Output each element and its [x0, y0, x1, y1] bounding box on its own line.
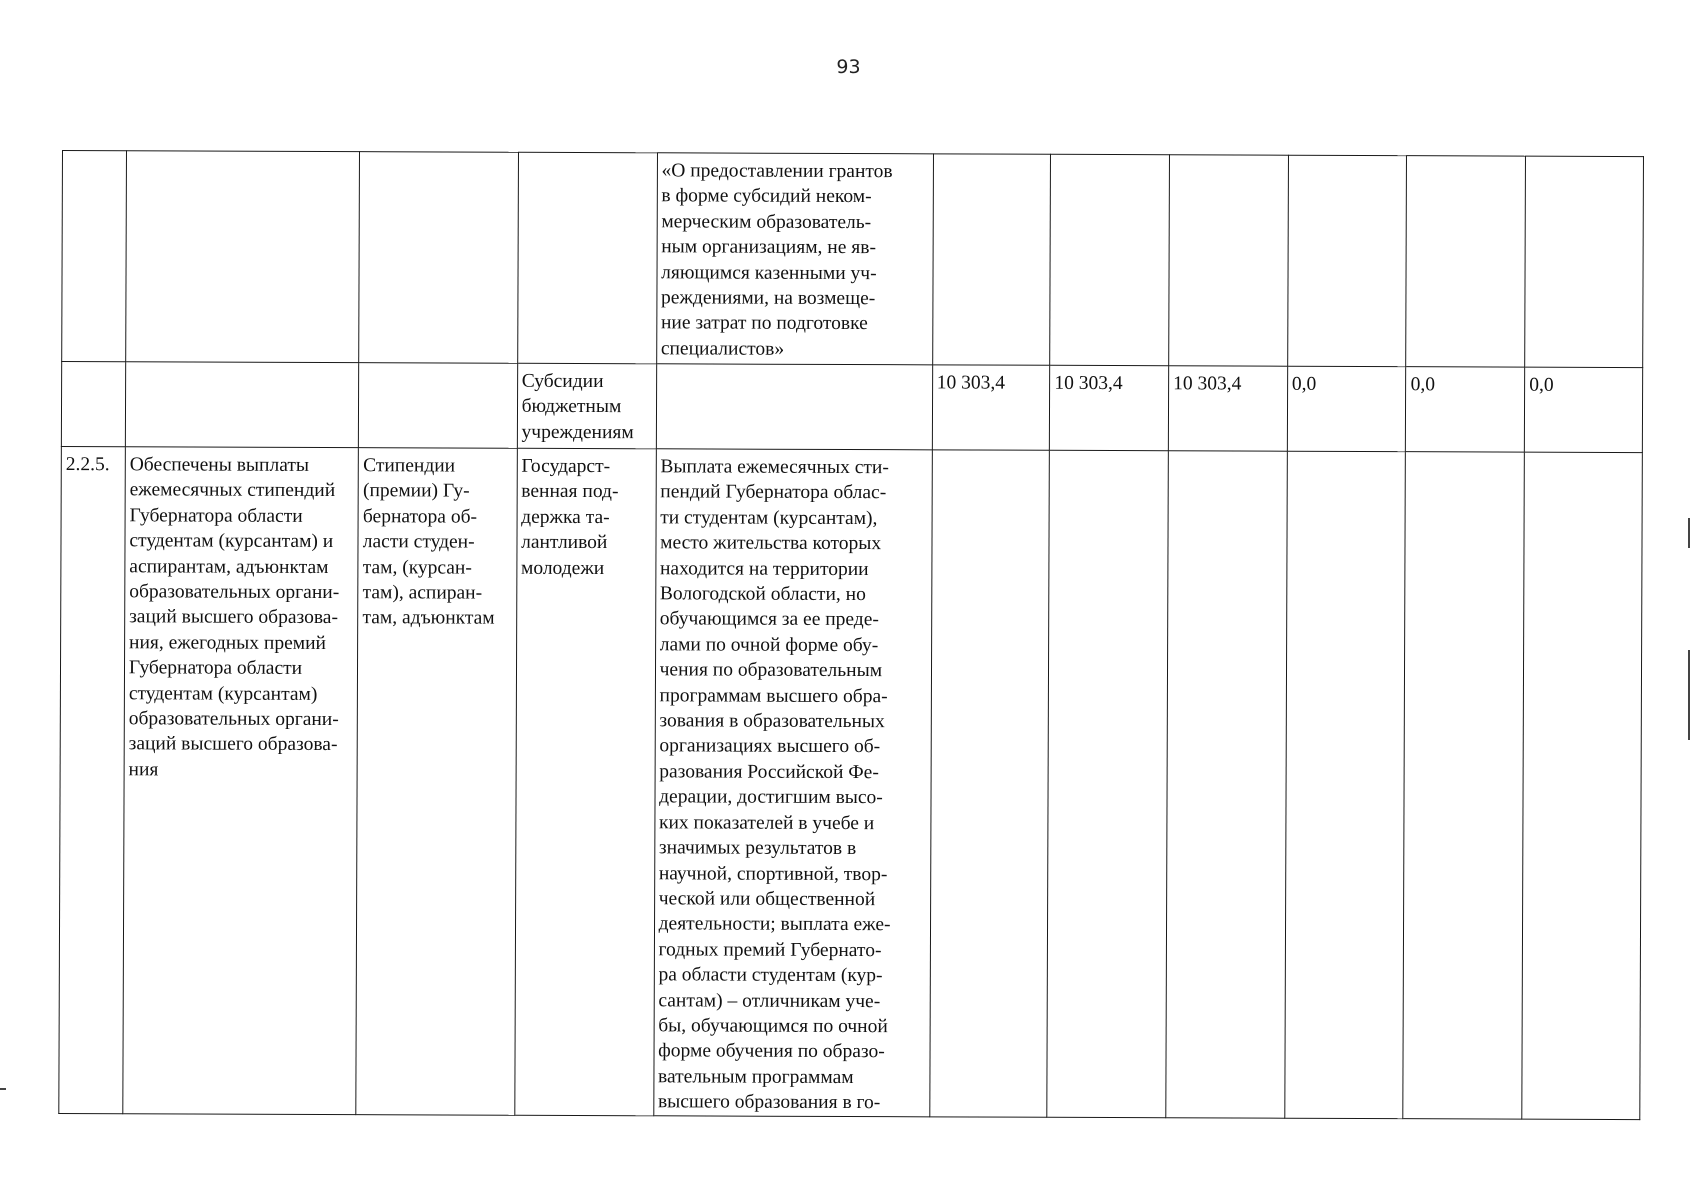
description-line: специалистов»	[660, 338, 785, 360]
direction-line: держка та-	[521, 506, 610, 528]
result-line: аспирантам, адъюнктам	[129, 555, 329, 578]
cell-value	[1403, 452, 1524, 1119]
table-row-2-2-5	[59, 446, 1643, 1119]
cell-direction	[514, 448, 656, 1115]
direction-line: Государст-	[521, 455, 611, 478]
description-line: дерации, достигшим высо-	[659, 786, 883, 809]
recipient-line: Субсидии	[521, 370, 604, 393]
cell-value	[1285, 451, 1406, 1118]
type-line: бернатора об-	[362, 505, 478, 528]
description-line: вательным программам	[658, 1066, 854, 1088]
cell-description	[656, 364, 932, 450]
cell-recipient	[517, 363, 656, 449]
scan-edge-mark	[0, 1088, 6, 1090]
description-line: обучающимся за ее преде-	[659, 608, 879, 631]
type-line: там, адъюнктам	[362, 607, 495, 630]
result-line: студентам (курсантам) и	[129, 530, 334, 553]
scan-edge-mark	[1688, 650, 1690, 740]
cell-description	[656, 153, 933, 365]
description-line: пендий Губернатора облас-	[660, 481, 887, 504]
cell-value	[1050, 154, 1170, 365]
scan-edge-mark	[1688, 518, 1690, 548]
description-line: форме обучения по образо-	[658, 1040, 885, 1063]
description-line: реждениями, на возмеще-	[661, 287, 876, 310]
description-line: ти студентам (курсантам),	[660, 507, 878, 529]
description-line: высшего образования в го-	[657, 1091, 881, 1114]
description-line: Выплата ежемесячных сти-	[660, 456, 889, 479]
recipient-line: учреждениям	[521, 421, 634, 444]
cell-value: 0,0	[1287, 366, 1406, 451]
cell-number: 2.2.5.	[59, 446, 125, 1113]
description-line: деятельности; выплата еже-	[658, 913, 891, 936]
description-line: научной, спортивной, твор-	[658, 862, 888, 885]
description-line: организациях высшего об-	[659, 735, 881, 758]
page-number: 93	[836, 56, 861, 78]
result-line: образовательных органи-	[129, 581, 340, 604]
direction-line: венная под-	[521, 481, 619, 503]
cell-number	[62, 151, 127, 362]
type-line: ласти студен-	[362, 531, 475, 553]
cell-value	[932, 154, 1051, 365]
table-row-subsidy	[61, 362, 1642, 453]
cell-value	[1047, 450, 1168, 1117]
description-line: годных премий Губернато-	[658, 939, 882, 961]
description-line: «О предоставлении грантов	[661, 160, 893, 183]
result-line: ния, ежегодных премий	[128, 632, 327, 654]
cell-type	[359, 363, 518, 449]
cell-type	[359, 152, 518, 364]
cell-value	[1525, 156, 1644, 367]
result-line: Обеспечены выплаты	[129, 454, 310, 476]
result-line: ежемесячных стипендий	[129, 479, 336, 502]
cell-result	[125, 362, 359, 448]
cell-value: 0,0	[1525, 367, 1643, 452]
description-line: чения по образовательным	[659, 659, 883, 682]
description-line: разования Российской Фе-	[659, 761, 879, 784]
description-line: находится на территории	[659, 557, 869, 580]
cell-value	[929, 450, 1049, 1117]
cell-value: 0,0	[1406, 367, 1525, 452]
cell-value	[1169, 155, 1289, 366]
cell-value: 10 303,4	[1168, 366, 1287, 451]
description-line: мерческим образователь-	[661, 211, 872, 233]
recipient-line: бюджетным	[521, 396, 622, 418]
description-line: Вологодской области, но	[659, 583, 866, 606]
cell-result	[123, 447, 359, 1114]
cell-value: 10 303,4	[1050, 365, 1169, 450]
budget-table	[58, 150, 1644, 1120]
type-line: (премии) Гу-	[362, 480, 470, 502]
description-line: лами по очной форме обу-	[659, 634, 879, 656]
cell-number	[61, 362, 125, 447]
cell-description	[653, 449, 932, 1117]
description-line: бы, обучающимся по очной	[658, 1015, 888, 1038]
type-line: там, (курсан-	[362, 556, 472, 579]
result-line: образовательных органи-	[128, 708, 339, 731]
cell-value	[1406, 156, 1526, 367]
description-line: ляющимся казенными уч-	[661, 261, 877, 284]
cell-result	[126, 151, 360, 363]
result-line: ния	[128, 759, 159, 781]
cell-type	[356, 448, 517, 1115]
description-line: зования в образовательных	[659, 710, 885, 733]
result-line: заций высшего образова-	[128, 733, 338, 756]
cell-value	[1522, 452, 1642, 1119]
description-line: значимых результатов в	[658, 837, 857, 860]
description-line: ние затрат по подготовке	[660, 312, 868, 335]
cell-direction	[517, 152, 657, 364]
description-line: ра области студентам (кур-	[658, 964, 883, 987]
result-line: Губернатора области	[129, 505, 303, 527]
description-line: место жительства которых	[660, 532, 882, 555]
description-line: программам высшего обра-	[659, 684, 888, 707]
description-line: ких показателей в учебе и	[659, 811, 875, 834]
result-line: студентам (курсантам)	[128, 682, 318, 705]
cell-value	[1287, 155, 1407, 366]
description-line: сантам) – отличникам уче-	[658, 989, 881, 1012]
description-line: в форме субсидий неком-	[661, 185, 872, 208]
type-line: Стипендии	[363, 455, 456, 477]
cell-value: 10 303,4	[932, 365, 1050, 450]
description-line: ческой или общественной	[658, 888, 876, 911]
table-row-continuation	[62, 151, 1644, 368]
result-line: заций высшего образова-	[129, 606, 338, 629]
direction-line: молодежи	[520, 557, 605, 579]
direction-line: лантливой	[521, 531, 608, 554]
description-line: ным организациям, не яв-	[661, 236, 876, 259]
type-line: там), аспиран-	[362, 582, 483, 604]
cell-value	[1166, 451, 1287, 1118]
result-line: Губернатора области	[128, 657, 303, 680]
